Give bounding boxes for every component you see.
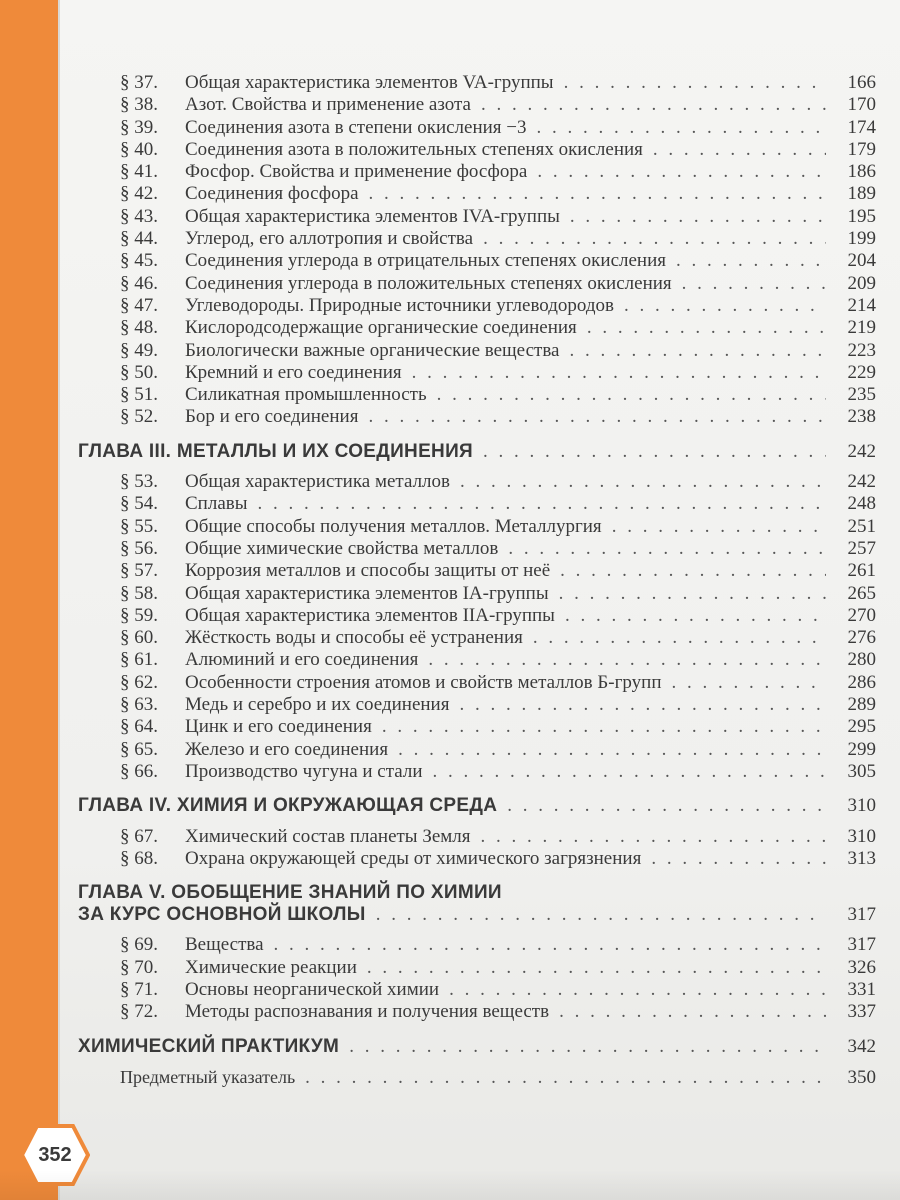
section-number: § 43. (120, 205, 158, 227)
section-page-number: 286 (847, 671, 876, 693)
leader-dots (587, 317, 826, 339)
section-page-number: 214 (847, 294, 876, 316)
section-title: Вещества (185, 934, 264, 956)
leader-dots (612, 516, 826, 538)
section-number: § 65. (120, 738, 158, 760)
leader-dots (559, 583, 826, 605)
leader-dots (437, 384, 826, 406)
section-number: § 50. (120, 361, 158, 383)
section-title: Химические реакции (185, 956, 357, 978)
toc-section-row[interactable] (78, 761, 876, 783)
section-title: Общие способы получения металлов. Металлургия (185, 515, 602, 537)
section-number: § 41. (120, 161, 158, 183)
section-page-number: 310 (847, 825, 876, 847)
section-page-number: 261 (847, 560, 876, 582)
toc-section-row[interactable] (78, 94, 876, 116)
section-number: § 37. (120, 72, 158, 93)
toc-section-row[interactable] (78, 493, 876, 515)
leader-dots (258, 493, 827, 515)
section-title: Бор и его соединения (185, 406, 359, 428)
leader-dots (483, 228, 826, 250)
toc-section-row[interactable] (78, 538, 876, 560)
section-page-number: 235 (847, 384, 876, 406)
leader-dots (305, 1067, 826, 1089)
section-title: Общие химические свойства металлов (185, 537, 499, 559)
leader-dots (433, 761, 826, 783)
toc-section-row[interactable] (78, 605, 876, 627)
toc-section-row[interactable] (78, 979, 876, 1001)
section-number: § 57. (120, 560, 158, 582)
leader-dots (682, 273, 826, 295)
toc-chapter-3[interactable] (78, 441, 876, 463)
toc-section-row[interactable] (78, 340, 876, 362)
section-page-number: 305 (847, 760, 876, 782)
leader-dots (565, 605, 826, 627)
leader-dots (564, 72, 826, 94)
section-title: Производство чугуна и стали (185, 760, 423, 782)
section-number: § 52. (120, 406, 158, 428)
section-page-number: 204 (847, 250, 876, 272)
section-title: Сплавы (185, 493, 248, 515)
leader-dots (560, 560, 826, 582)
leader-dots (460, 471, 826, 493)
toc-section-row[interactable] (78, 273, 876, 295)
leader-dots (672, 672, 826, 694)
section-number: § 70. (120, 956, 158, 978)
toc-section-row[interactable] (78, 957, 876, 979)
section-title: Фосфор. Свойства и применение фосфора (185, 161, 528, 183)
section-page-number: 276 (847, 627, 876, 649)
chapter-page-number: 310 (847, 795, 876, 817)
toc-section-row[interactable] (78, 139, 876, 161)
toc-section-row[interactable] (78, 206, 876, 228)
toc-section-row[interactable] (78, 384, 876, 406)
section-page-number: 219 (847, 317, 876, 339)
section-title: Жёсткость воды и способы её устранения (185, 627, 523, 649)
chapter-title-line2: ЗА КУРС ОСНОВНОЙ ШКОЛЫ (78, 904, 366, 926)
section-title: Цинк и его соединения (185, 716, 372, 738)
chapter-page-number: 242 (847, 440, 876, 462)
table-of-contents (78, 72, 876, 1088)
leader-dots (651, 848, 826, 870)
toc-section-row[interactable] (78, 362, 876, 384)
toc-section-row[interactable] (78, 739, 876, 761)
section-number: § 54. (120, 493, 158, 515)
section-page-number: 179 (847, 138, 876, 160)
section-page-number: 280 (847, 649, 876, 671)
section-number: § 46. (120, 272, 158, 294)
page-number: 352 (38, 1143, 72, 1166)
toc-section-row[interactable] (78, 848, 876, 870)
leader-dots (274, 934, 826, 956)
section-number: § 44. (120, 228, 158, 250)
practicum-title: ХИМИЧЕСКИЙ ПРАКТИКУМ (78, 1035, 340, 1057)
toc-section-row[interactable] (78, 627, 876, 649)
chapter-title: ГЛАВА IV. ХИМИЯ И ОКРУЖАЮЩАЯ СРЕДА (78, 795, 498, 817)
section-title: Методы распознавания и получения веществ (185, 1001, 550, 1023)
section-title: Основы неорганической химии (185, 978, 440, 1000)
toc-section-row[interactable] (78, 826, 876, 848)
leader-dots (624, 295, 826, 317)
section-number: § 61. (120, 649, 158, 671)
toc-section-row[interactable] (78, 295, 876, 317)
section-page-number: 174 (847, 116, 876, 138)
section-page-number: 289 (847, 694, 876, 716)
section-title: Соединения азота в степени окисления −3 (185, 116, 527, 138)
section-number: § 38. (120, 94, 158, 116)
section-title: Химический состав планеты Земля (185, 825, 471, 847)
leader-dots (537, 117, 826, 139)
section-number: § 56. (120, 537, 158, 559)
section-number: § 45. (120, 250, 158, 272)
leader-dots (508, 538, 826, 560)
page-bottom-shadow (0, 1170, 900, 1200)
leader-dots (569, 340, 826, 362)
leader-dots (676, 250, 826, 272)
toc-subject-index[interactable] (78, 1066, 876, 1088)
toc-practicum[interactable] (78, 1036, 876, 1058)
toc-section-row[interactable] (78, 471, 876, 493)
section-number: § 69. (120, 934, 158, 956)
section-page-number: 326 (847, 956, 876, 978)
section-number: § 51. (120, 384, 158, 406)
section-number: § 39. (120, 116, 158, 138)
section-number: § 68. (120, 847, 158, 869)
toc-section-row[interactable] (78, 649, 876, 671)
toc-section-row[interactable] (78, 934, 876, 956)
section-title: Общая характеристика металлов (185, 471, 450, 493)
leader-dots (533, 627, 826, 649)
section-number: § 58. (120, 582, 158, 604)
section-number: § 49. (120, 339, 158, 361)
section-page-number: 248 (847, 493, 876, 515)
toc-section-row[interactable] (78, 250, 876, 272)
index-page-number: 350 (847, 1066, 876, 1088)
section-page-number: 229 (847, 361, 876, 383)
section-number: § 55. (120, 515, 158, 537)
section-number: § 67. (120, 825, 158, 847)
leader-dots (368, 406, 826, 428)
section-title: Железо и его соединения (185, 738, 389, 760)
leader-dots (367, 957, 826, 979)
toc-chapter-5[interactable] (78, 904, 876, 926)
section-title: Общая характеристика элементов VA-группы (185, 72, 554, 93)
leader-dots (507, 795, 826, 817)
leader-dots (449, 979, 826, 1001)
section-page-number: 189 (847, 183, 876, 205)
section-page-number: 299 (847, 738, 876, 760)
toc-section-row[interactable] (78, 161, 876, 183)
toc-group-chapter4-sections (78, 826, 876, 871)
section-title: Углеводороды. Природные источники углеводородов (185, 294, 614, 316)
section-page-number: 166 (847, 72, 876, 93)
section-title: Азот. Свойства и применение азота (185, 94, 471, 116)
practicum-page-number: 342 (847, 1035, 876, 1057)
section-number: § 66. (120, 760, 158, 782)
section-page-number: 186 (847, 161, 876, 183)
section-page-number: 317 (847, 934, 876, 956)
leader-dots (349, 1036, 826, 1058)
toc-section-row[interactable] (78, 583, 876, 605)
section-page-number: 251 (847, 515, 876, 537)
section-title: Кислородсодержащие органические соединения (185, 317, 577, 339)
section-title: Охрана окружающей среды от химического загрязнения (185, 847, 642, 869)
toc-chapter-5-line1[interactable]: ГЛАВА V. ОБОБЩЕНИЕ ЗНАНИЙ ПО ХИМИИ (78, 882, 502, 904)
section-page-number: 265 (847, 582, 876, 604)
section-title: Медь и серебро и их соединения (185, 694, 450, 716)
section-title: Общая характеристика элементов IIA-группы (185, 604, 555, 626)
section-page-number: 257 (847, 537, 876, 559)
section-number: § 47. (120, 294, 158, 316)
leader-dots (412, 362, 826, 384)
section-title: Силикатная промышленность (185, 384, 427, 406)
leader-dots (459, 694, 826, 716)
section-number: § 53. (120, 471, 158, 493)
section-page-number: 199 (847, 228, 876, 250)
section-page-number: 170 (847, 94, 876, 116)
section-title: Соединения фосфора (185, 183, 359, 205)
section-number: § 59. (120, 604, 158, 626)
leader-dots (481, 94, 826, 116)
index-title: Предметный указатель (120, 1066, 296, 1087)
edge-divider (58, 0, 60, 1200)
section-number: § 40. (120, 138, 158, 160)
toc-chapter-4[interactable] (78, 795, 876, 817)
section-number: § 62. (120, 671, 158, 693)
section-title: Кремний и его соединения (185, 361, 402, 383)
chapter-title: ГЛАВА III. МЕТАЛЛЫ И ИХ СОЕДИНЕНИЯ (78, 440, 473, 462)
chapter-page-number: 317 (847, 904, 876, 926)
section-title: Коррозия металлов и способы защиты от неё (185, 560, 551, 582)
section-title: Общая характеристика элементов IVA-группы (185, 205, 560, 227)
section-number: § 72. (120, 1001, 158, 1023)
leader-dots (559, 1001, 826, 1023)
toc-section-row[interactable] (78, 716, 876, 738)
leader-dots (398, 739, 826, 761)
toc-section-row[interactable] (78, 1001, 876, 1023)
section-title: Соединения углерода в отрицательных степенях окисления (185, 250, 666, 272)
section-title: Особенности строения атомов и свойств металлов Б-групп (185, 671, 662, 693)
toc-group-chapter2-sections (78, 72, 876, 429)
toc-section-row[interactable] (78, 317, 876, 339)
section-number: § 71. (120, 978, 158, 1000)
section-title: Биологически важные органические вещества (185, 339, 560, 361)
section-title: Общая характеристика элементов IA-группы (185, 582, 549, 604)
section-page-number: 313 (847, 847, 876, 869)
section-page-number: 209 (847, 272, 876, 294)
leader-dots (483, 441, 826, 463)
leader-dots (481, 826, 826, 848)
section-number: § 42. (120, 183, 158, 205)
leader-dots (382, 716, 826, 738)
toc-section-row[interactable] (78, 694, 876, 716)
toc-section-row[interactable] (78, 183, 876, 205)
section-number: § 60. (120, 627, 158, 649)
toc-section-row[interactable] (78, 117, 876, 139)
orange-edge-strip (0, 0, 58, 1200)
leader-dots (537, 161, 826, 183)
section-page-number: 337 (847, 1001, 876, 1023)
toc-section-row[interactable] (78, 516, 876, 538)
toc-section-row[interactable] (78, 672, 876, 694)
toc-group-chapter5-sections (78, 934, 876, 1023)
section-page-number: 331 (847, 978, 876, 1000)
section-number: § 63. (120, 694, 158, 716)
section-page-number: 295 (847, 716, 876, 738)
toc-section-row[interactable] (78, 560, 876, 582)
section-title: Соединения углерода в положительных степенях окисления (185, 272, 672, 294)
section-page-number: 223 (847, 339, 876, 361)
toc-section-row[interactable] (78, 228, 876, 250)
section-title: Соединения азота в положительных степенях окисления (185, 138, 643, 160)
toc-section-row[interactable] (78, 406, 876, 428)
toc-group-chapter3-sections (78, 471, 876, 783)
leader-dots (376, 904, 826, 926)
section-page-number: 195 (847, 205, 876, 227)
section-title: Углерод, его аллотропия и свойства (185, 228, 474, 250)
section-page-number: 238 (847, 406, 876, 428)
section-page-number: 270 (847, 604, 876, 626)
toc-section-row[interactable] (78, 72, 876, 94)
leader-dots (428, 649, 826, 671)
leader-dots (570, 206, 826, 228)
leader-dots (653, 139, 826, 161)
leader-dots (369, 183, 826, 205)
section-number: § 64. (120, 716, 158, 738)
section-title: Алюминий и его соединения (185, 649, 419, 671)
section-page-number: 242 (847, 471, 876, 493)
section-number: § 48. (120, 317, 158, 339)
